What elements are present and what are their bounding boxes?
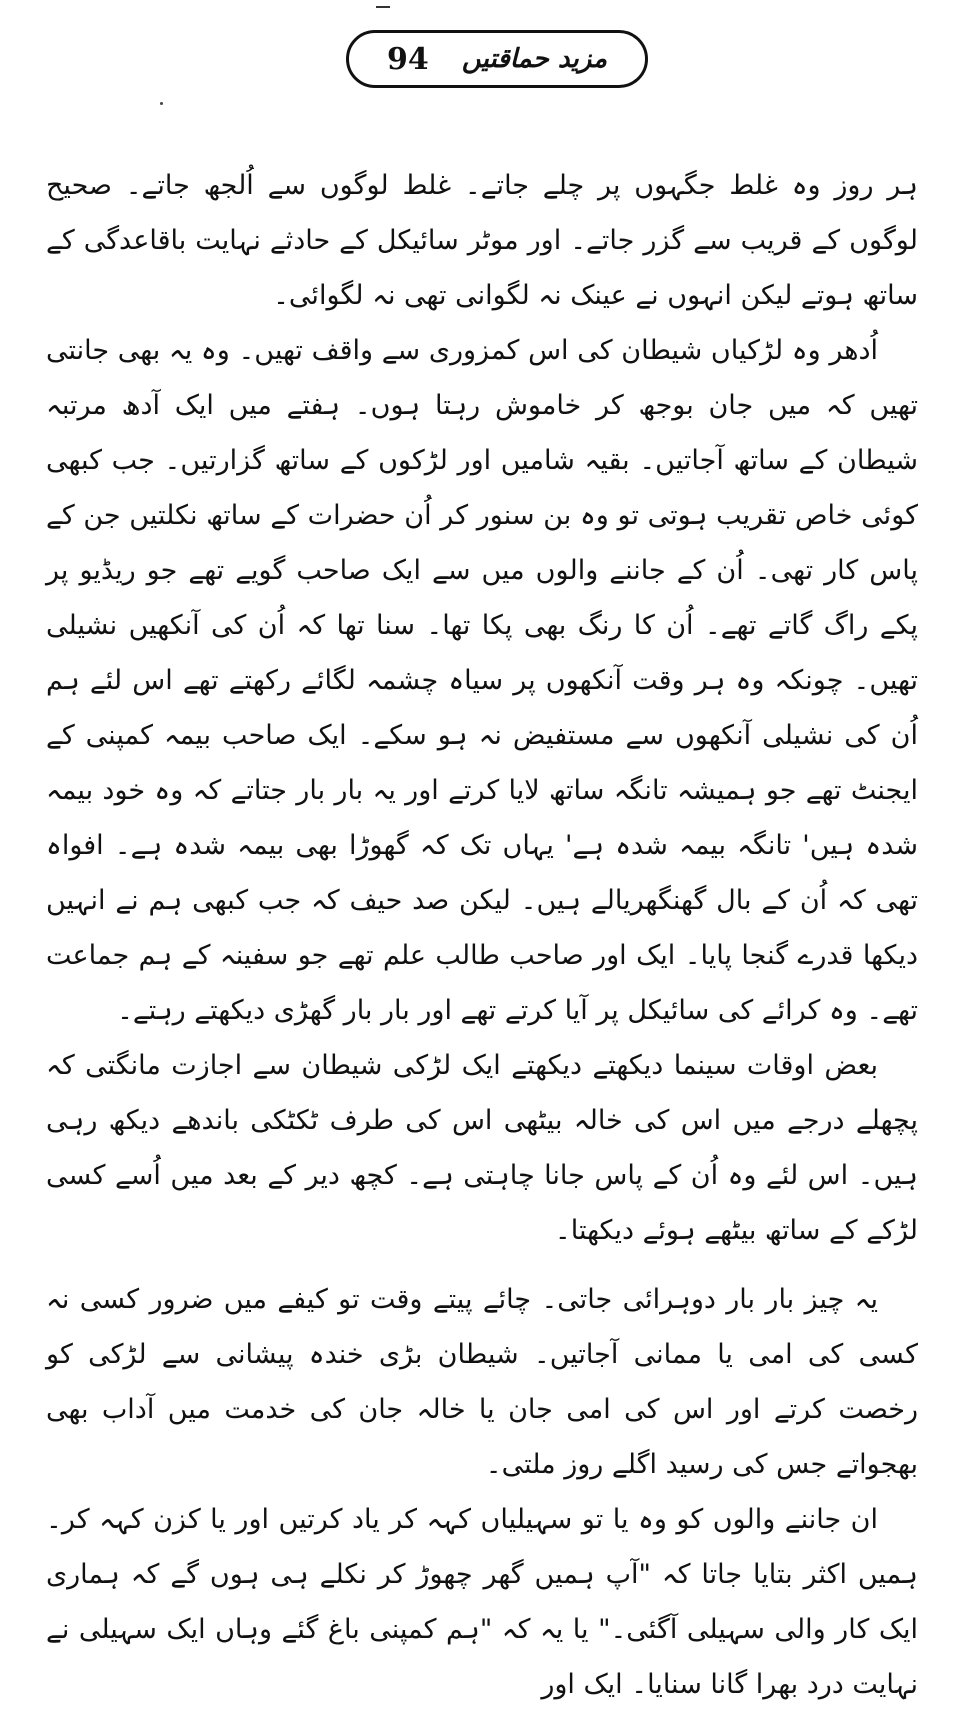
running-title: مزید حماقتیں [461,44,607,74]
print-speck [160,102,163,105]
page-number: 94 [387,41,429,77]
paragraph-1: ہر روز وہ غلط جگہوں پر چلے جاتے۔ غلط لوگوں سے اُلجھ جاتے۔ صحیح لوگوں کے قریب سے گزر جاتے۔ اور موٹر سائیکل کے حادثے نہایت باقاعدگی کے ساتھ ہوتے لیکن انہوں نے عینک نہ لگوانی تھی نہ لگوائی۔ [46,170,918,311]
body-text [46,158,918,1712]
paragraph-2: اُدھر وہ لڑکیاں شیطان کی اس کمزوری سے واقف تھیں۔ وہ یہ بھی جانتی تھیں کہ میں جان بوجھ کر خاموش رہتا ہوں۔ ہفتے میں ایک آدھ مرتبہ شیطان کے ساتھ آجاتیں۔ بقیہ شامیں اور لڑکوں کے ساتھ گزارتیں۔ جب کبھی کوئی خاص تقریب ہوتی تو وہ بن سنور کر اُن حضرات کے ساتھ نکلتیں جن کے پاس کار تھی۔ اُن کے جاننے والوں میں سے ایک صاحب گویے تھے جو ریڈیو پر پکے راگ گاتے تھے۔ اُن کا رنگ بھی پکا تھا۔ سنا تھا کہ اُن کی آنکھیں نشیلی تھیں۔ چونکہ وہ ہر وقت آنکھوں پر سیاہ چشمہ لگائے رکھتے تھے اس لئے ہم اُن کی نشیلی آنکھوں سے مستفیض نہ ہو سکے۔ ایک صاحب بیمہ کمپنی کے ایجنٹ تھے جو ہمیشہ تانگہ ساتھ لایا کرتے اور یہ بار بار جتاتے کہ وہ خود بیمہ شدہ ہیں' تانگہ بیمہ شدہ ہے' یہاں تک کہ گھوڑا بھی بیمہ شدہ ہے۔ افواہ تھی کہ اُن کے بال گھنگھریالے ہیں۔ لیکن صد حیف کہ جب کبھی ہم نے انہیں دیکھا قدرے گنجا پایا۔ ایک اور صاحب طالب علم تھے جو سفینہ کے ہم جماعت تھے۔ وہ کرائے کی سائیکل پر آیا کرتے تھے اور بار بار گھڑی دیکھتے رہتے۔ [46,335,918,1026]
paragraph-4: یہ چیز بار بار دوہرائی جاتی۔ چائے پیتے وقت تو کیفے میں ضرور کسی نہ کسی کی امی یا ممانی آجاتیں۔ شیطان بڑی خندہ پیشانی سے لڑکی کو رخصت کرتے اور اس کی امی جان یا خالہ جان کی خدمت میں آداب بھی بھجواتے جس کی رسید اگلے روز ملتی۔ [46,1284,918,1480]
paragraph-5: ان جاننے والوں کو وہ یا تو سہیلیاں کہہ کر یاد کرتیں اور یا کزن کہہ کر۔ ہمیں اکثر بتایا جاتا کہ "آپ ہمیں گھر چھوڑ کر نکلے ہی ہوں گے کہ ہماری ایک کار والی سہیلی آگئی۔" یا یہ کہ "ہم کمپنی باغ گئے وہاں ایک سہیلی نے نہایت درد بھرا گانا سنایا۔ ایک اور [46,1504,918,1700]
top-mark [376,6,390,8]
paragraph-3: بعض اوقات سینما دیکھتے دیکھتے ایک لڑکی شیطان سے اجازت مانگتی کہ پچھلے درجے میں اس کی خالہ بیٹھی اس کی طرف ٹکٹکی باندھے دیکھ رہی ہیں۔ اس لئے وہ اُن کے پاس جانا چاہتی ہے۔ کچھ دیر کے بعد میں اُسے کسی لڑکے کے ساتھ بیٹھے ہوئے دیکھتا۔ [46,1050,918,1246]
page-header [346,30,648,88]
